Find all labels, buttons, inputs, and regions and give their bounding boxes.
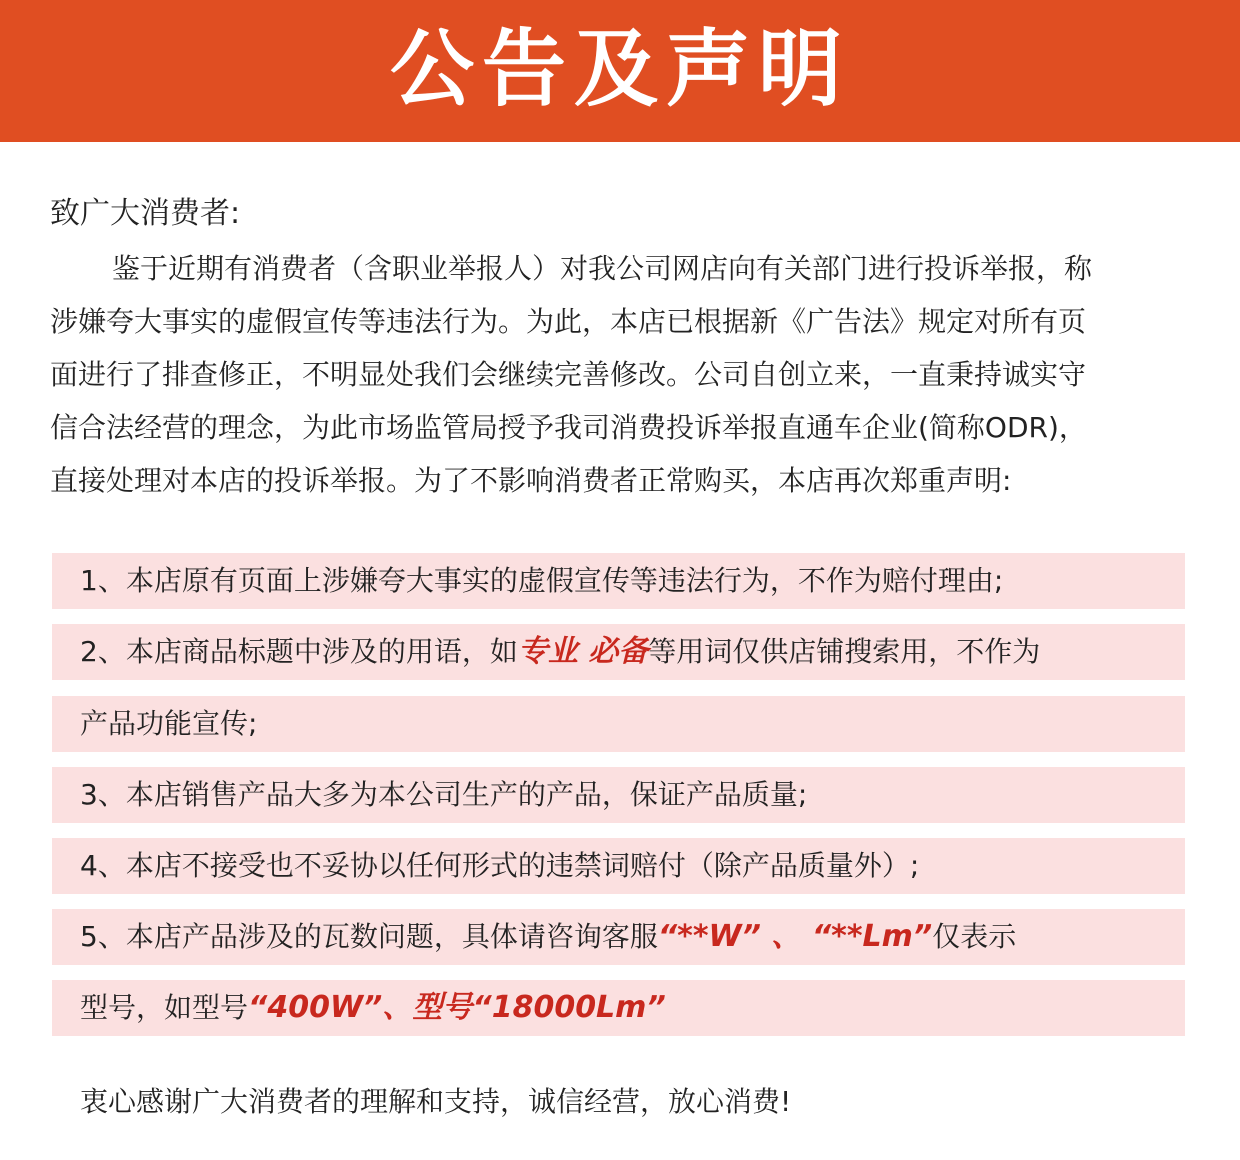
- notice-highlight: “**W” 、 “**Lm”: [657, 919, 933, 954]
- notice-text: 等用词仅供店铺搜索用，不作为: [648, 635, 1041, 668]
- notice-text: 1、本店原有页面上涉嫌夸大事实的虚假宣传等违法行为，不作为赔付理由;: [80, 564, 1004, 597]
- notice-item-2-continued: [52, 696, 1185, 752]
- greeting-line: 致广大消费者:: [50, 196, 241, 231]
- intro-line: 涉嫌夸大事实的虚假宣传等违法行为。为此，本店已根据新《广告法》规定对所有页: [50, 305, 1087, 338]
- closing-line: 衷心感谢广大消费者的理解和支持，诚信经营，放心消费!: [80, 1085, 792, 1118]
- notice-highlight: “400W”、型号“18000Lm”: [248, 990, 666, 1025]
- notice-text: 产品功能宣传;: [80, 707, 258, 740]
- intro-line: 直接处理对本店的投诉举报。为了不影响消费者正常购买，本店再次郑重声明:: [50, 464, 1012, 497]
- notice-text: 型号，如型号: [80, 991, 249, 1024]
- header-banner: [0, 0, 1240, 142]
- intro-line: 鉴于近期有消费者（含职业举报人）对我公司网店向有关部门进行投诉举报，称: [112, 252, 1093, 285]
- notice-item-2: [52, 624, 1185, 680]
- notice-item-1: [52, 553, 1185, 609]
- intro-paragraph: [50, 242, 1210, 507]
- intro-line: 信合法经营的理念，为此市场监管局授予我司消费投诉举报直通车企业(简称ODR)，: [50, 411, 1087, 444]
- notice-item-5-continued: [52, 980, 1185, 1036]
- notice-item-5: [52, 909, 1185, 965]
- notice-text: 仅表示: [932, 920, 1017, 953]
- page-title: 公告及声明: [389, 20, 850, 118]
- notice-item-4: [52, 838, 1185, 894]
- intro-line: 面进行了排查修正，不明显处我们会继续完善修改。公司自创立来，一直秉持诚实守: [50, 358, 1087, 391]
- notice-text: 4、本店不接受也不妥协以任何形式的违禁词赔付（除产品质量外）;: [80, 849, 920, 882]
- notice-item-3: [52, 767, 1185, 823]
- notice-highlight: 专业 必备: [517, 634, 649, 669]
- notice-text: 5、本店产品涉及的瓦数问题，具体请咨询客服: [80, 920, 658, 953]
- notice-text: 2、本店商品标题中涉及的用语，如: [80, 635, 518, 668]
- notice-text: 3、本店销售产品大多为本公司生产的产品，保证产品质量;: [80, 778, 808, 811]
